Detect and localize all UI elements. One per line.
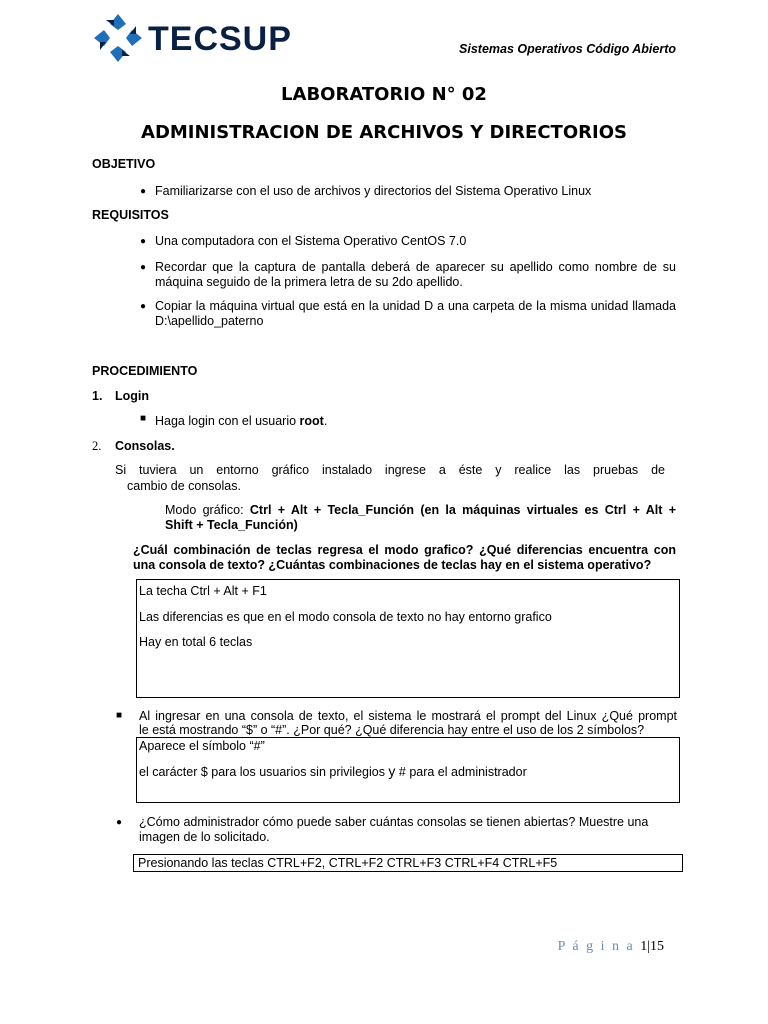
answer1-line: Hay en total 6 teclas	[139, 635, 253, 649]
objetivo-heading: OBJETIVO	[92, 157, 156, 171]
bullet-square-icon: ■	[140, 413, 147, 424]
admin-question-line1: ¿Cómo administrador cómo puede saber cuántas consolas se tienen abiertas? Muestre una	[139, 815, 649, 829]
bullet-square-icon: ■	[116, 710, 123, 721]
page-label: P á g i n a	[557, 939, 635, 954]
prompt-question-line1: Al ingresar en una consola de texto, el sistema le mostrará el prompt del Linux ¿Qué prompt	[139, 709, 677, 723]
bullet-dot-icon: ●	[140, 301, 147, 312]
step1-number: 1.	[92, 389, 103, 403]
answer1-line: Las diferencias es que en el modo consola de texto no hay entorno grafico	[139, 610, 552, 624]
tecsup-logo	[92, 12, 302, 66]
main-title: ADMINISTRACION DE ARCHIVOS Y DIRECTORIOS	[141, 122, 627, 143]
modo-grafico-line1: Modo gráfico: Ctrl + Alt + Tecla_Función (en la máquinas virtuales es Ctrl + Alt +	[165, 503, 676, 517]
course-name: Sistemas Operativos Código Abierto	[459, 42, 676, 56]
answer1-line: La techa Ctrl + Alt + F1	[139, 584, 267, 598]
requisitos-heading: REQUISITOS	[92, 208, 169, 222]
step2-intro-line2: cambio de consolas.	[127, 479, 241, 493]
question-line2: una consola de texto? ¿Cuántas combinaciones de teclas hay en el sistema operativo?	[133, 558, 652, 572]
step1-item: Haga login con el usuario root.	[155, 414, 328, 428]
page-total: 15	[650, 939, 664, 954]
page-footer	[558, 939, 664, 955]
page-separator: |	[647, 939, 650, 954]
admin-question-line2: imagen de lo solicitado.	[139, 830, 270, 844]
procedimiento-heading: PROCEDIMIENTO	[92, 364, 198, 378]
question-line1: ¿Cuál combinación de teclas regresa el modo grafico? ¿Qué diferencias encuentra con	[133, 543, 676, 557]
bullet-dot-icon: ●	[140, 186, 147, 197]
brand-name: TECSUP	[148, 20, 292, 58]
step2-intro-line1: Si tuviera un entorno gráfico instalado ingrese a éste y realice las pruebas de	[115, 463, 665, 477]
lab-title: LABORATORIO N° 02	[281, 84, 487, 105]
requisito-item: Copiar la máquina virtual que está en la unidad D a una carpeta de la misma unidad llamada D:\apellido_paterno	[155, 299, 676, 328]
answer2-line1: Aparece el símbolo “#”	[139, 739, 265, 753]
bullet-dot-icon: ●	[140, 236, 147, 247]
page-number: 1	[640, 939, 648, 954]
bullet-dot-icon: ●	[116, 817, 123, 828]
step2-number: 2.	[92, 439, 102, 453]
prompt-question-line2: le está mostrando “$” o “#”. ¿Por qué? ¿Qué diferencia hay entre el uso de los 2 símbolos?	[139, 723, 645, 737]
answer2-line2: el carácter $ para los usuarios sin privilegios y # para el administrador	[139, 763, 527, 779]
tecsup-emblem-icon	[92, 12, 144, 64]
objetivo-item: Familiarizarse con el uso de archivos y directorios del Sistema Operativo Linux	[155, 184, 592, 198]
requisito-item: Una computadora con el Sistema Operativo CentOS 7.0	[155, 234, 467, 248]
step2-title: Consolas.	[115, 439, 175, 453]
bullet-dot-icon: ●	[140, 262, 147, 273]
answer3-line: Presionando las teclas CTRL+F2, CTRL+F2 CTRL+F3 CTRL+F4 CTRL+F5	[138, 856, 558, 870]
step1-title: Login	[115, 389, 150, 403]
modo-grafico-line2: Shift + Tecla_Función)	[165, 518, 298, 532]
requisito-item: Recordar que la captura de pantalla deberá de aparecer su apellido como nombre de su máquina seguido de la primera letra de su 2do apellido.	[155, 260, 676, 289]
